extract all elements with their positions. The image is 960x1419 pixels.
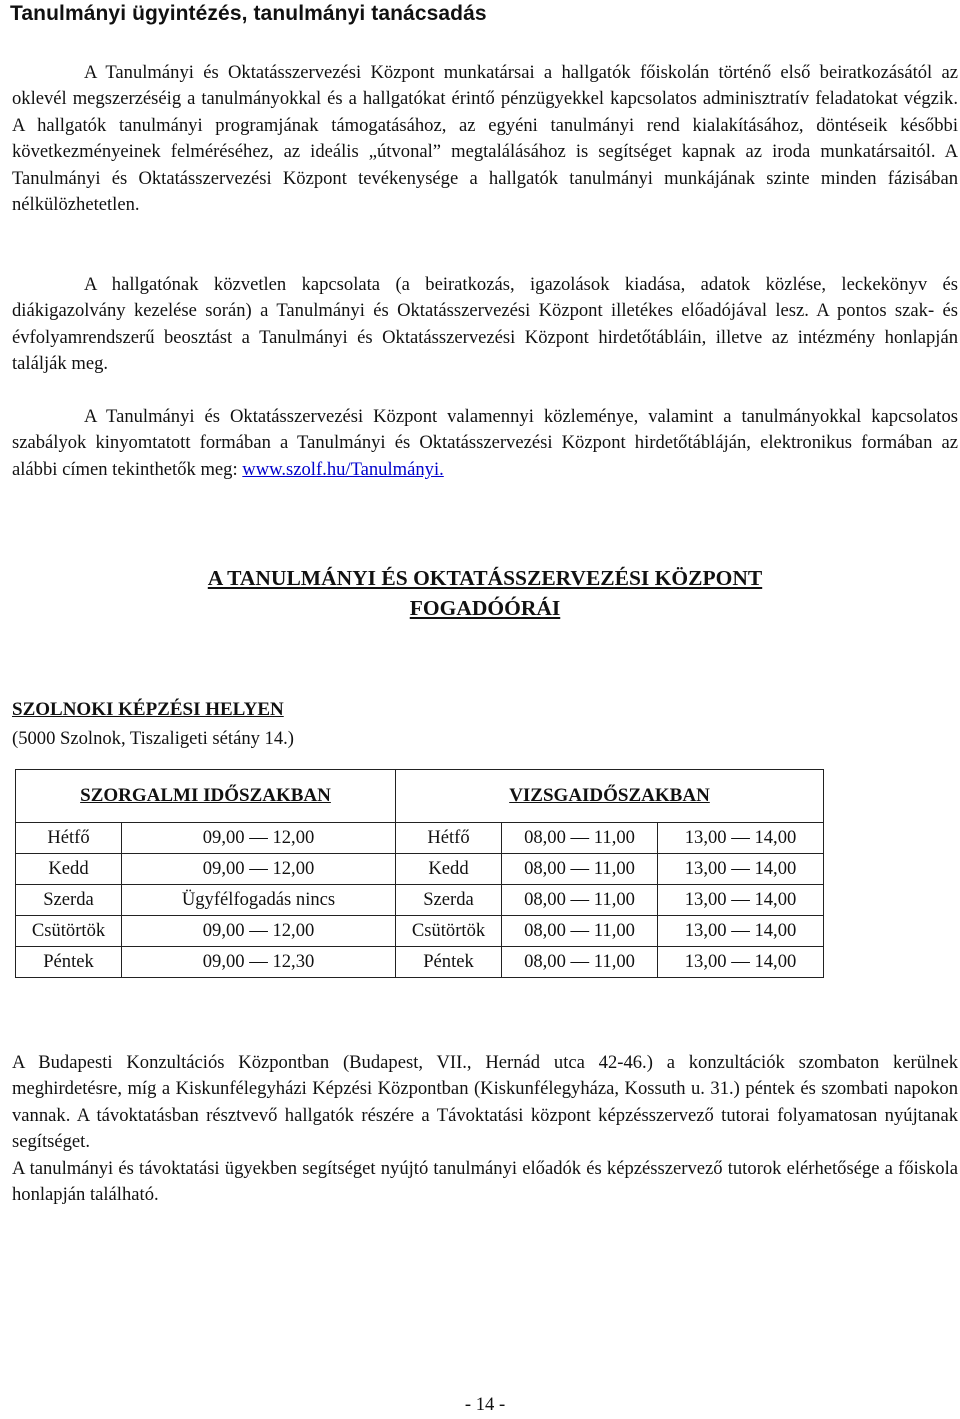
table-body <box>16 823 824 978</box>
page-number: - 14 - <box>464 1394 506 1415</box>
header-exam-period: VIZSGAIDŐSZAKBAN <box>396 770 824 823</box>
table-row <box>16 823 824 854</box>
table-row <box>16 947 824 978</box>
paragraph-intro-text: A Tanulmányi és Oktatásszervezési Központ munkatársai a hallgatók főiskolán történő első beiratkozásától az oklevél megszerzéséig a tanulmányokkal és a hallgatókat érintő pénzügyekkel kapcsolatos adminisztratív feladatokat végzik. A hallgatók tanulmányi programjának támogatásához, az egyéni tanulmányi rend kialakításához, döntéseik későbbi következményeinek felméréséhez, az ideális „útvonal” megtalálásához is segítséget kapnak az iroda munkatársaitól. A Tanulmányi és Oktatásszervezési Központ tevékenysége a hallgatók tanulmányi munkájának szinte minden fázisában nélkülözhetetlen. <box>12 62 958 216</box>
paragraph-advisors-text: A tanulmányi és távoktatási ügyekben segítséget nyújtó tanulmányi előadók és képzésszervező tutorok elérhetősége a főiskola honlapján található. <box>12 1157 958 1206</box>
cell-hours: 09,00 — 12,00 <box>122 916 396 947</box>
cell-exam-am: 08,00 — 11,00 <box>502 947 658 978</box>
paragraph-other-centers-text: A Budapesti Konzultációs Központban (Budapest, VII., Hernád utca 42-46.) a konzultációk szombaton kerülnek meghirdetésre, míg a Kiskunfélegyházi Képzési Központban (Kiskunfélegyháza, Kossuth u. 31.) péntek és szombati napokon vannak. A távoktatásban résztvevő hallgatók részére a Távoktatási központ képzésszervező tutorai folyamatosan nyújtanak segítséget. <box>12 1052 958 1153</box>
location-address: (5000 Szolnok, Tiszaligeti sétány 14.) <box>12 728 294 749</box>
cell-exam-pm: 13,00 — 14,00 <box>658 823 824 854</box>
paragraph-intro <box>12 60 958 218</box>
table-row <box>16 885 824 916</box>
website-link[interactable]: www.szolf.hu/Tanulmányi. <box>242 458 444 480</box>
cell-day: Péntek <box>16 947 122 978</box>
cell-hours: 09,00 — 12,00 <box>122 823 396 854</box>
header-term-period: SZORGALMI IDŐSZAKBAN <box>16 770 396 823</box>
cell-exam-am: 08,00 — 11,00 <box>502 885 658 916</box>
page-title: Tanulmányi ügyintézés, tanulmányi tanácsadás <box>10 2 487 25</box>
cell-hours: Ügyfélfogadás nincs <box>122 885 396 916</box>
paragraph-contact-text: A hallgatónak közvetlen kapcsolata (a beiratkozás, igazolások kiadása, adatok közlése, leckekönyv és diákigazolvány kezelése során) a Tanulmányi és Oktatásszervezési Központ illetékes előadójával lesz. A pontos szak- és évfolyamrendszerű beosztást a Tanulmányi és Oktatásszervezési Központ hirdetőtábláin, illetve az intézmény honlapján találják meg. <box>12 274 958 375</box>
cell-exam-day: Hétfő <box>396 823 502 854</box>
cell-exam-am: 08,00 — 11,00 <box>502 854 658 885</box>
paragraph-other-centers <box>12 1050 958 1208</box>
paragraph-notices-text: A Tanulmányi és Oktatásszervezési Központ valamennyi közleménye, valamint a tanulmányokkal kapcsolatos szabályok kinyomtatott formában a Tanulmányi és Oktatásszervezési Központ hirdetőtábláján, elektronikus formában az alábbi címen tekinthetők meg: <box>12 406 958 480</box>
cell-exam-day: Csütörtök <box>396 916 502 947</box>
cell-exam-day: Szerda <box>396 885 502 916</box>
cell-day: Szerda <box>16 885 122 916</box>
cell-exam-am: 08,00 — 11,00 <box>502 823 658 854</box>
cell-exam-am: 08,00 — 11,00 <box>502 916 658 947</box>
cell-exam-pm: 13,00 — 14,00 <box>658 947 824 978</box>
table-row <box>16 916 824 947</box>
cell-exam-day: Kedd <box>396 854 502 885</box>
section-heading-line2: FOGADÓÓRÁI <box>409 596 561 620</box>
cell-exam-pm: 13,00 — 14,00 <box>658 885 824 916</box>
cell-exam-pm: 13,00 — 14,00 <box>658 916 824 947</box>
cell-day: Hétfő <box>16 823 122 854</box>
cell-exam-pm: 13,00 — 14,00 <box>658 854 824 885</box>
cell-hours: 09,00 — 12,30 <box>122 947 396 978</box>
cell-hours: 09,00 — 12,00 <box>122 854 396 885</box>
cell-exam-day: Péntek <box>396 947 502 978</box>
cell-day: Kedd <box>16 854 122 885</box>
section-heading-line1: A TANULMÁNYI ÉS OKTATÁSSZERVEZÉSI KÖZPONT <box>207 566 763 590</box>
paragraph-contact <box>12 272 958 378</box>
paragraph-notices <box>12 404 958 483</box>
cell-day: Csütörtök <box>16 916 122 947</box>
office-hours-table <box>15 769 824 978</box>
table-row <box>16 854 824 885</box>
location-heading: SZOLNOKI KÉPZÉSI HELYEN <box>12 699 284 720</box>
section-heading <box>12 563 958 623</box>
table-header-row <box>16 770 824 823</box>
